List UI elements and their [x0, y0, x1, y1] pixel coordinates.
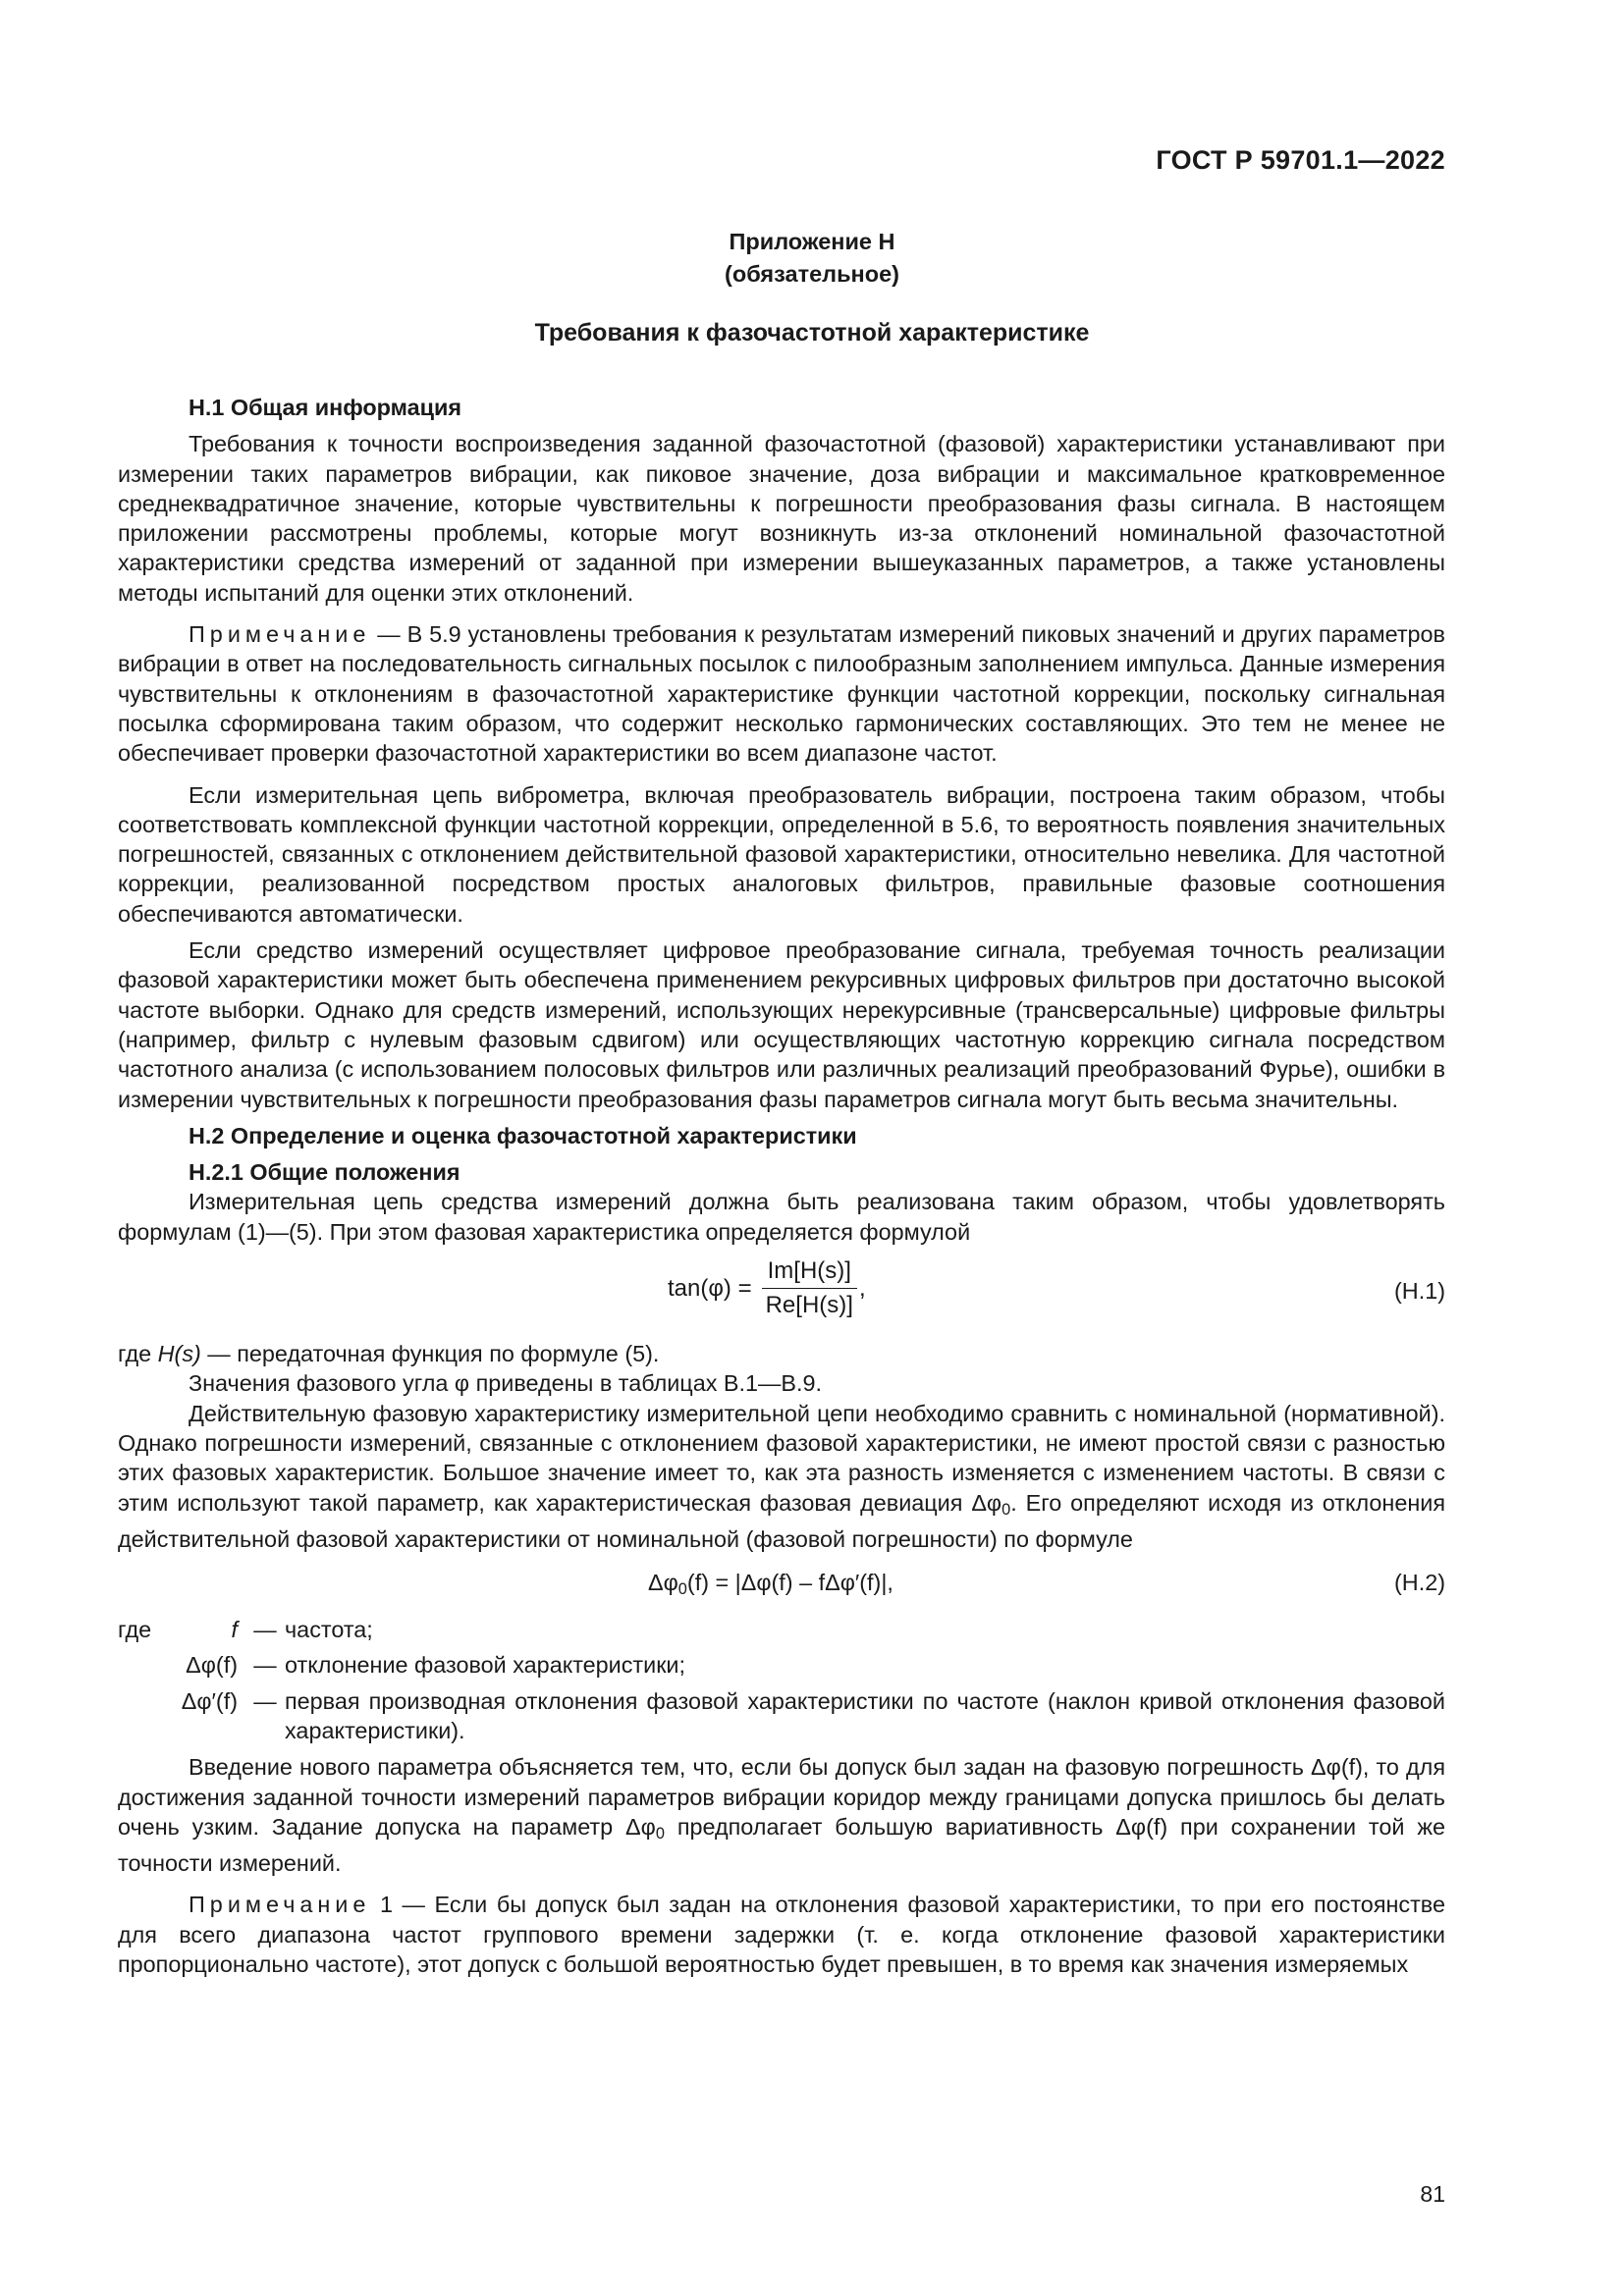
formula-h2-part: (f) = |Δφ(f) – fΔφ′(f)|,: [686, 1570, 893, 1596]
section-h1-heading: Н.1 Общая информация: [189, 395, 462, 420]
paragraph: [118, 1752, 1445, 1878]
formula-h1-where: [118, 1339, 1445, 1368]
formula-h2-number: (Н.2): [1394, 1570, 1445, 1596]
paragraph: Измерительная цепь средства измерений должна быть реализована таким образом, чтобы удовлетворять формулам (1)—(5). При этом фазовая характеристика определяется формулой: [118, 1189, 1445, 1245]
note-label: Примечание: [189, 621, 371, 648]
document-body: [118, 393, 1445, 1979]
where-symbol: Δφ(f): [186, 1652, 238, 1679]
where-definition: отклонение фазовой характеристики;: [285, 1652, 685, 1679]
appendix-title: Приложение Н: [729, 229, 895, 254]
paragraph-text: Введение нового параметра объясняется тем, что, если бы допуск был задан на фазовую погрешность Δφ(f), то для достижения заданной точности измерений параметров вибрации коридор между границами допуска пришлось бы делать очень узким. Задание допуска на параметр Δφ: [118, 1754, 1445, 1840]
page-number: 81: [1420, 2181, 1445, 2207]
formula-h1: [118, 1251, 1445, 1339]
where-dash: —: [253, 1652, 277, 1679]
paragraph-text: Действительную фазовую характеристику измерительной цепи необходимо сравнить с номинальной (нормативной). Однако погрешности измерений, связанные с отклонением фазовой характеристики, не имеют простой связи с разностью этих фазовых характеристик. Большое значение имеет то, как эта разность изменяется с изменением частоты. В связи с этим используют такой параметр, как характеристическая фазовая девиация Δφ: [118, 1400, 1445, 1516]
where-symbol: Δφ′(f): [181, 1687, 238, 1714]
note: [118, 619, 1445, 768]
section-h2-heading: Н.2 Определение и оценка фазочастотной характеристики: [189, 1122, 857, 1148]
where-dash: —: [253, 1617, 277, 1643]
paragraph: Значения фазового угла φ приведены в таблицах В.1—В.9.: [189, 1370, 823, 1397]
subscript: 0: [655, 1824, 665, 1842]
section-h21-heading: Н.2.1 Общие положения: [189, 1159, 460, 1186]
formula-h1-denominator: Re[H(s)]: [765, 1292, 853, 1319]
subscript: 0: [677, 1580, 687, 1599]
note: [118, 1890, 1445, 1979]
appendix-status: (обязательное): [725, 261, 899, 287]
formula-h1-lhs: tan(φ) =: [668, 1274, 752, 1302]
where-symbol: f: [231, 1617, 238, 1643]
note-text: — В 5.9 установлены требования к результатам измерений пиковых значений и других параметров вибрации в ответ на последовательность сигнальных посылок с пилообразным заполнением импульса. Данные измерения чувствительны к отклонениям в фазочастотной характеристике функции частотной коррекции, поскольку сигнальная посылка сформирована таким образом, что содержит несколько гармонических составляющих. Это тем не менее не обеспечивает проверки фазочастотной характеристики во всем диапазоне частот.: [118, 621, 1445, 767]
paragraph: Если средство измерений осуществляет цифровое преобразование сигнала, требуемая точность реализации фазовой характеристики может быть обеспечена применением рекурсивных цифровых фильтров при достаточно высокой частоте выборки. Однако для средств измерений, использующих нерекурсивные (трансверсальные) цифровые фильтры (например, фильтр с нулевым фазовым сдвигом) или осуществляющих частотную коррекцию сигнала посредством частотного анализа (с использованием полосовых фильтров или различных реализаций преобразований Фурье), ошибки в измерении чувствительных к погрешности преобразования фазы параметров сигнала могут быть весьма значительны.: [118, 937, 1445, 1112]
document-id: ГОСТ Р 59701.1—2022: [1156, 145, 1445, 175]
appendix-header: [0, 226, 1624, 291]
formula-h1-number: (Н.1): [1394, 1278, 1445, 1305]
subscript: 0: [1001, 1500, 1011, 1519]
formula-h2-part: Δφ: [648, 1570, 678, 1596]
where-definition: первая производная отклонения фазовой характеристики по частоте (наклон кривой отклонения фазовой характеристики).: [285, 1687, 1445, 1743]
where-definition: — передаточная функция по формуле (5).: [200, 1341, 660, 1367]
where-label: где: [118, 1341, 158, 1367]
where-label: где f: [118, 1617, 238, 1643]
note-label: Примечание: [189, 1892, 371, 1918]
paragraph: [118, 1399, 1445, 1554]
formula-h2-where-list: [118, 1615, 1445, 1745]
paragraph: Требования к точности воспроизведения заданной фазочастотной (фазовой) характеристики устанавливают при измерении таких параметров вибрации, как пиковое значение, доза вибрации и максимальное кратковременное среднеквадратичное значение, которые чувствительны к погрешности преобразования фазы сигнала. В настоящем приложении рассмотрены проблемы, которые могут возникнуть из-за отклонений номинальной фазочастотной характеристики средства измерений от заданной при измерении вышеуказанных параметров, а также установлены методы испытаний для оценки этих отклонений.: [118, 431, 1445, 606]
formula-h2: [118, 1560, 1445, 1605]
note-text: 1 — Если бы допуск был задан на отклонения фазовой характеристики, то при его постоянстве для всего диапазона частот группового времени задержки (т. е. когда отклонение фазовой характеристики пропорционально частоте), этот допуск с большой вероятностью будет превышен, в то время как значения измеряемых: [118, 1892, 1445, 1978]
formula-h2-expression: [648, 1568, 893, 1604]
where-symbol: H(s): [157, 1341, 201, 1367]
formula-h1-tail: ,: [858, 1274, 866, 1302]
appendix-heading: Требования к фазочастотной характеристике: [534, 319, 1090, 347]
where-dash: —: [253, 1687, 277, 1714]
where-definition: частота;: [285, 1617, 373, 1643]
formula-h1-numerator: Im[H(s)]: [762, 1256, 857, 1289]
paragraph-text: предполагает большую вариативность Δφ(f) при сохранении той же точности измерений.: [118, 1813, 1445, 1877]
paragraph-text: . Его определяют исходя из отклонения действительной фазовой характеристики от номинальной (фазовой погрешности) по формуле: [118, 1489, 1445, 1552]
formula-h1-fraction: [760, 1256, 859, 1321]
paragraph: Если измерительная цепь виброметра, включая преобразователь вибрации, построена таким образом, чтобы соответствовать комплексной функции частотной коррекции, определенной в 5.6, то вероятность появления значительных погрешностей, связанных с отклонением действительной фазовой характеристики, относительно невелика. Для частотной коррекции, реализованной посредством простых аналоговых фильтров, правильные фазовые соотношения обеспечиваются автоматически.: [118, 781, 1445, 927]
